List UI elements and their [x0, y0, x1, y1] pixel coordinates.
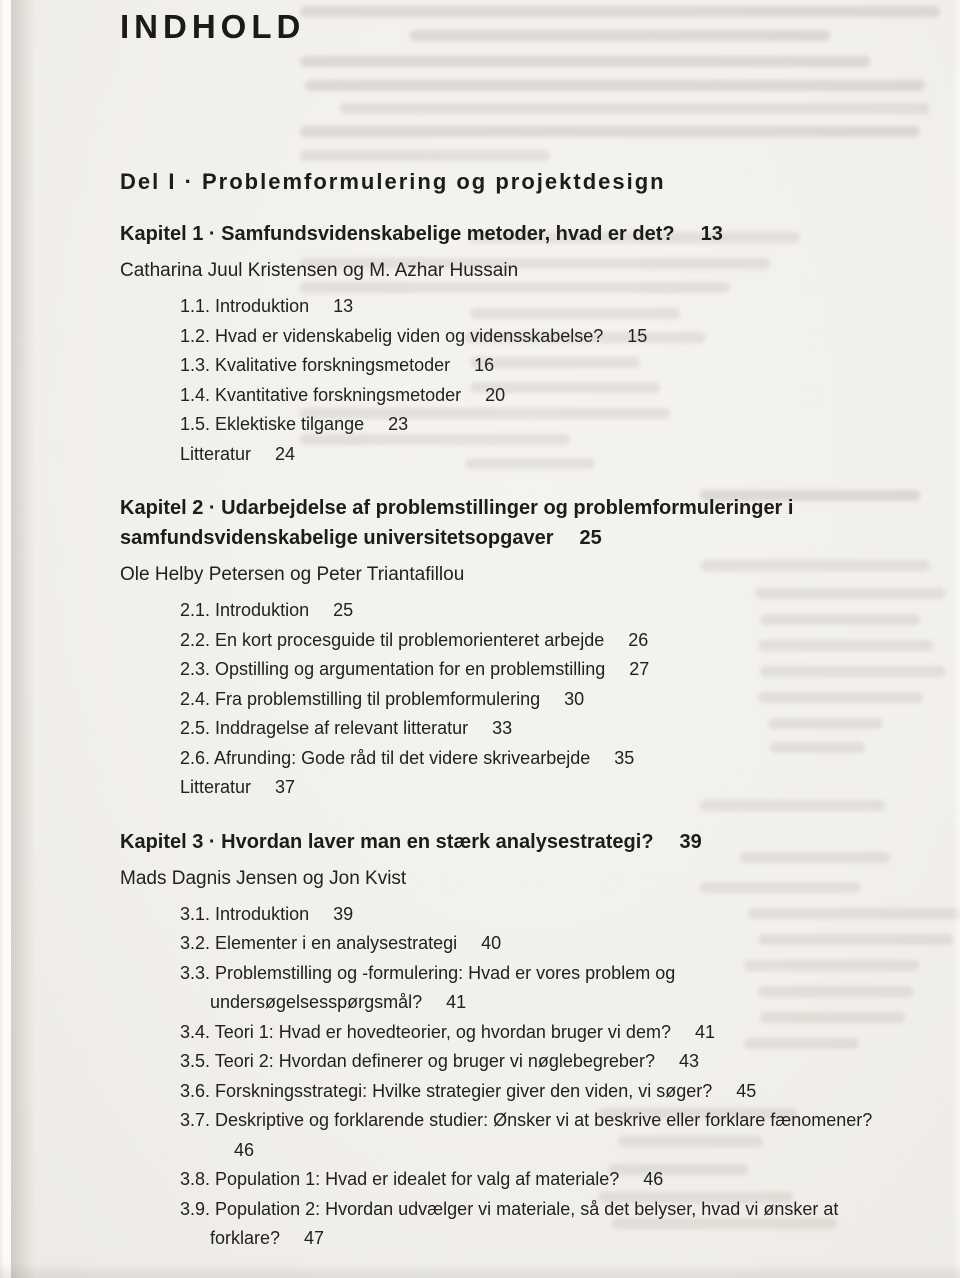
toc-entry-page: 35: [614, 747, 635, 768]
toc-entry-label: 3.4. Teori 1: Hvad er hovedteorier, og hvordan bruger vi dem?: [180, 1021, 671, 1042]
toc-entry-page: 23: [388, 414, 409, 434]
toc-entry: [180, 410, 876, 440]
toc-entry-label: 1.2. Hvad er videnskabelig viden og vidensskabelse?: [180, 325, 604, 346]
chapter-page-number: 39: [679, 830, 702, 853]
toc-entry-page: 46: [234, 1139, 255, 1160]
toc-entry-label: 2.3. Opstilling og argumentation for en problemstilling: [180, 659, 606, 679]
toc-entry-page: 47: [304, 1228, 325, 1248]
toc-entry-label: 1.5. Eklektiske tilgange: [180, 414, 365, 434]
toc-entry: [180, 1106, 876, 1165]
chapter-entries: [180, 900, 876, 1254]
toc-entry-page: 15: [627, 325, 648, 346]
toc-entry-page: 45: [736, 1080, 757, 1101]
chapter-authors: Mads Dagnis Jensen og Jon Kvist: [120, 867, 407, 889]
toc-entry-label: 3.1. Introduktion: [180, 903, 310, 924]
toc-entry: [180, 655, 876, 685]
toc-entry-page: 41: [694, 1021, 715, 1042]
toc-entry-label: 2.4. Fra problemstilling til problemformulering: [180, 688, 541, 709]
page-right-edge: [952, 0, 960, 1278]
toc-entry: [180, 959, 876, 1018]
table-of-contents: [120, 0, 876, 1254]
toc-entry-label: Litteratur: [180, 777, 252, 797]
toc-entry-label: 3.3. Problemstilling og -formulering: Hvad er vores problem og undersøgelsesspørgsmål?: [180, 962, 676, 1012]
chapter-title-text: Kapitel 2 · Udarbejdelse af problemstillinger og problemformuleringer i samfundsvidenskabelige universitetsopgaver: [120, 497, 794, 549]
toc-entry-page: 41: [446, 992, 467, 1012]
chapter-authors: Ole Helby Petersen og Peter Triantafillou: [120, 564, 465, 585]
toc-entry-label: Litteratur: [180, 443, 252, 464]
toc-entry: [180, 626, 876, 656]
toc-entry: [180, 685, 876, 715]
toc-entry-label: 2.6. Afrunding: Gode råd til det videre skrivearbejde: [180, 747, 591, 768]
toc-entry-page: 30: [564, 688, 585, 709]
chapter-page-number: 25: [579, 527, 602, 549]
toc-entry-page: 46: [643, 1169, 664, 1189]
chapter-section-2: [120, 493, 876, 803]
chapter-page-number: 13: [700, 223, 723, 245]
toc-entry-label: 2.5. Inddragelse af relevant litteratur: [180, 718, 469, 738]
chapter-entries: [180, 292, 876, 469]
toc-entry: [180, 596, 876, 626]
toc-entry-label: 3.2. Elementer i en analysestrategi: [180, 933, 458, 953]
toc-entry-label: 2.2. En kort procesguide til problemorienteret arbejde: [180, 629, 605, 650]
chapter-title-text: Kapitel 1 · Samfundsvidenskabelige metoder, hvad er det?: [120, 223, 675, 245]
chapter-title: [120, 493, 876, 553]
toc-entry: [180, 900, 876, 930]
toc-entry-label: 1.1. Introduktion: [180, 296, 310, 316]
toc-entry-page: 39: [333, 903, 354, 924]
toc-entry-page: 13: [333, 296, 354, 316]
toc-entry: [180, 773, 876, 803]
toc-entry-page: 37: [275, 777, 296, 797]
toc-entry: [180, 714, 876, 744]
toc-entry: [180, 440, 876, 470]
chapter-title-text: Kapitel 3 · Hvordan laver man en stærk analysestrategi?: [120, 830, 654, 853]
toc-entry-page: 33: [492, 718, 513, 738]
page-title: INDHOLD: [120, 8, 306, 45]
chapter-title: [120, 827, 876, 857]
toc-entry: [180, 351, 876, 381]
toc-entry-page: 27: [629, 659, 650, 679]
toc-entry-label: 2.1. Introduktion: [180, 600, 310, 620]
toc-entry: [180, 292, 876, 322]
page-left-seam-shadow: [11, 0, 35, 1278]
chapter-section-3: [120, 827, 876, 1254]
toc-entry-label: 3.6. Forskningsstrategi: Hvilke strategier giver den viden, vi søger?: [180, 1080, 713, 1101]
toc-entry: [180, 322, 876, 352]
toc-entry-page: 25: [333, 600, 354, 620]
part-heading: Del I · Problemformulering og projektdesign: [120, 169, 666, 194]
toc-entry: [180, 744, 876, 774]
toc-entry-label: 3.8. Population 1: Hvad er idealet for valg af materiale?: [180, 1169, 620, 1189]
toc-entry-page: 26: [628, 629, 649, 650]
toc-entry-page: 40: [481, 933, 502, 953]
toc-entry: [180, 1165, 876, 1195]
toc-entry-page: 43: [678, 1051, 699, 1071]
toc-entry: [180, 1195, 876, 1254]
toc-entry-label: 3.9. Population 2: Hvordan udvælger vi materiale, så det belyser, hvad vi ønsker at forklare?: [180, 1198, 839, 1248]
chapter-authors: Catharina Juul Kristensen og M. Azhar Hussain: [120, 260, 519, 281]
toc-entry-label: 1.3. Kvalitative forskningsmetoder: [180, 355, 451, 375]
page-left-edge: [0, 0, 11, 1278]
toc-entry-label: 3.5. Teori 2: Hvordan definerer og bruger vi nøglebegreber?: [180, 1051, 655, 1071]
toc-entry: [180, 1047, 876, 1077]
chapter-title: [120, 219, 876, 249]
page-bottom-shadow: [0, 1262, 960, 1278]
chapter-section-1: [120, 219, 876, 469]
toc-entry-page: 16: [474, 355, 495, 375]
toc-entry: [180, 1018, 876, 1048]
toc-entry-page: 24: [275, 443, 296, 464]
toc-entry-page: 20: [485, 384, 506, 405]
toc-entry: [180, 929, 876, 959]
chapter-entries: [180, 596, 876, 803]
toc-entry-label: 1.4. Kvantitative forskningsmetoder: [180, 384, 462, 405]
toc-entry: [180, 1077, 876, 1107]
toc-entry: [180, 381, 876, 411]
toc-entry-label: 3.7. Deskriptive og forklarende studier: Ønsker vi at beskrive eller forklare fænomener?: [180, 1110, 873, 1130]
